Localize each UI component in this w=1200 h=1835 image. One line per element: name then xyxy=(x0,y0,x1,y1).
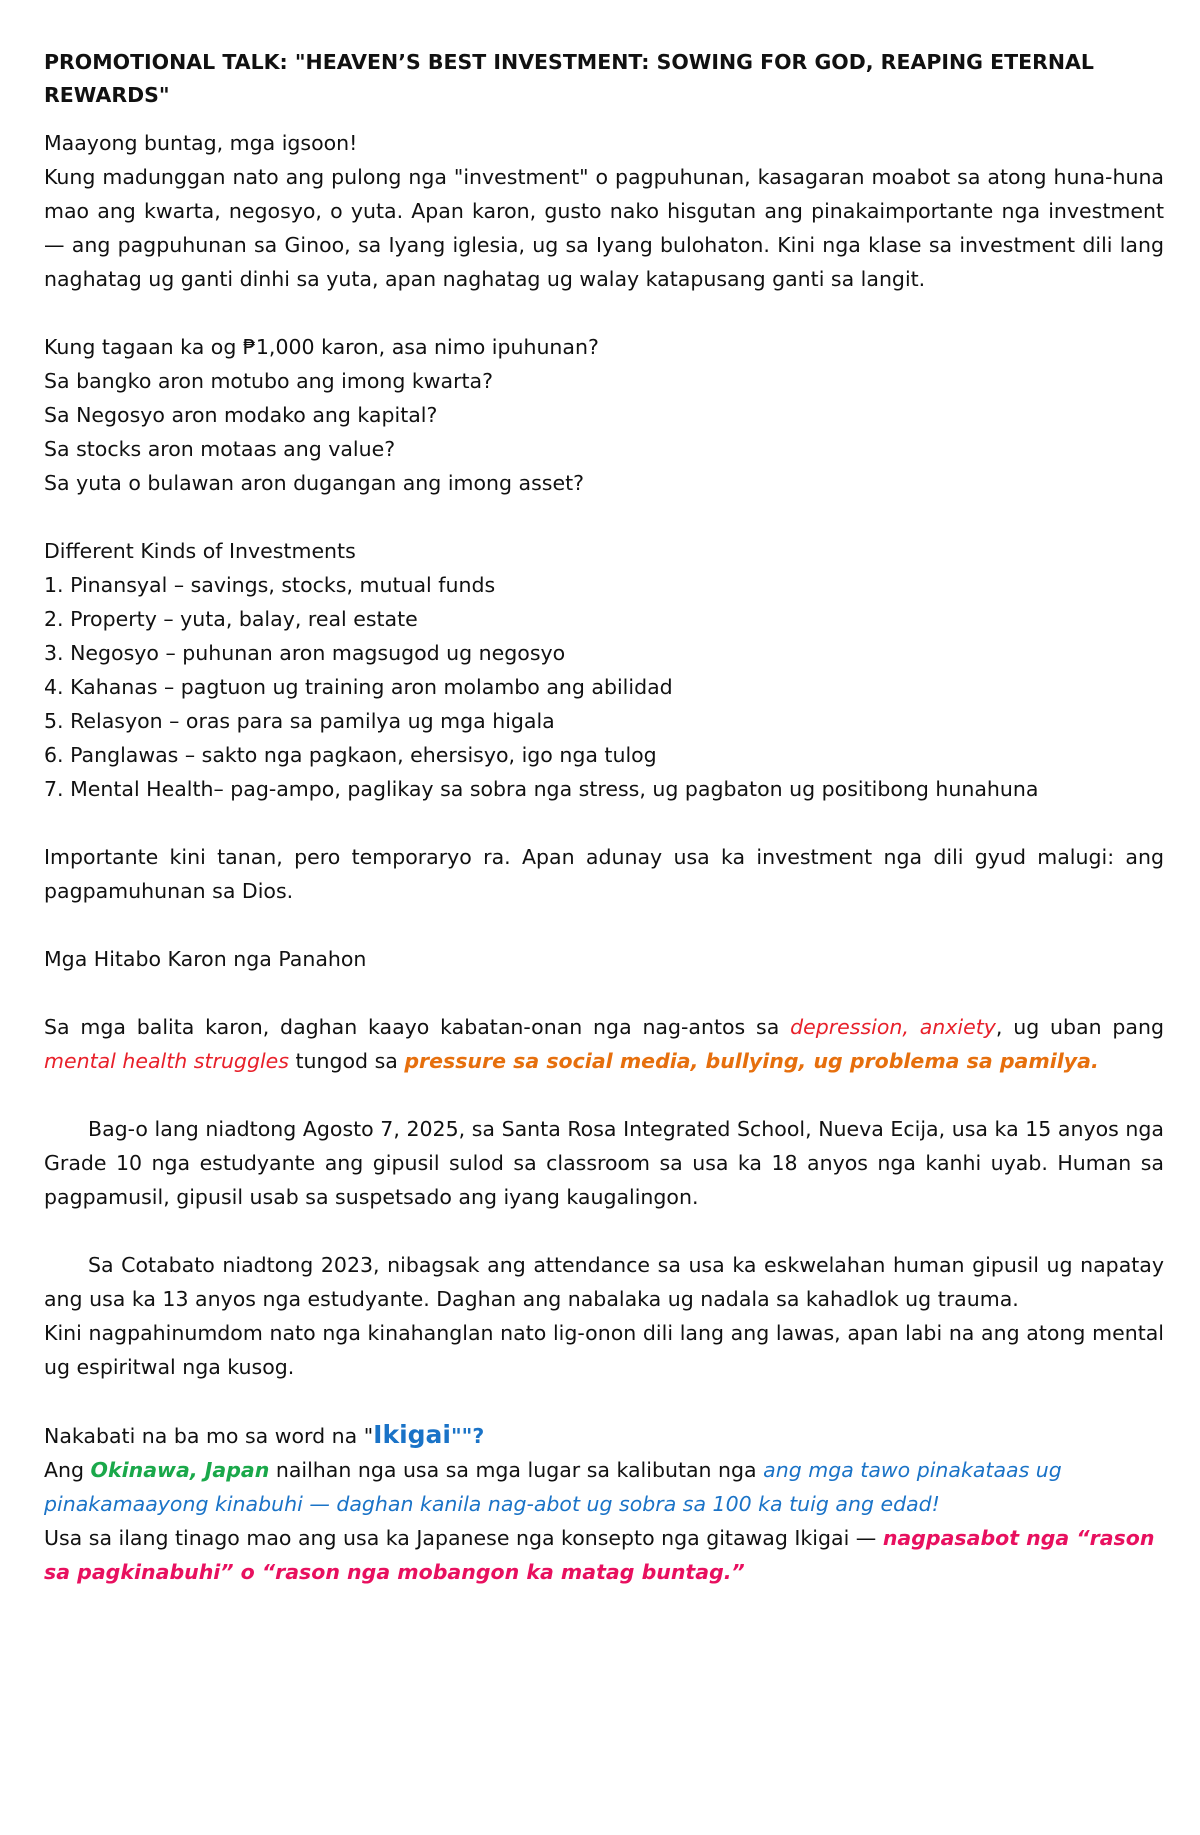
ikigai-question xyxy=(44,1418,1164,1453)
important-paragraph: Importante kini tanan, pero temporaryo ra. Apan adunay usa ka investment nga dili gyud malugi: ang pagpamuhunan sa Dios. xyxy=(44,845,1164,903)
spacer xyxy=(44,1214,1164,1248)
okinawa-text: nailhan nga usa sa mga lugar sa kalibutan nga xyxy=(269,1458,764,1482)
kinds-heading: Different Kinds of Investments xyxy=(44,539,356,563)
intro-paragraph: Kung madunggan nato ang pulong nga "investment" o pagpuhunan, kasagaran moabot sa atong huna-huna mao ang kwarta, negosyo, o yuta. Apan karon, gusto nako hisgutan ang pinakaimportante nga investment — ang pagpuhunan sa Ginoo, sa Iyang iglesia, ug sa Iyang bulohaton. Kini nga klase sa investment dili lang naghatag ug ganti dinhi sa yuta, apan naghatag ug walay katapusang ganti sa langit. xyxy=(44,165,1164,291)
kinds-list-item: 4. Kahanas – pagtuon ug training aron molambo ang abilidad xyxy=(44,675,673,699)
ikigai-meaning-paragraph xyxy=(44,1521,1164,1589)
okinawa-text: Ang xyxy=(44,1458,91,1482)
ikigai-question-text: Nakabati na ba mo sa word na " xyxy=(44,1424,374,1448)
spacer xyxy=(44,296,1164,330)
highlight-ikigai-meaning: nagpasabot nga “rason sa pagkinabuhi” o “rason nga mobangon ka matag buntag.” xyxy=(44,1526,1155,1584)
highlight-mental-health: mental health struggles xyxy=(44,1049,289,1073)
news-paragraph xyxy=(44,1010,1164,1078)
page-title: PROMOTIONAL TALK: "HEAVEN’S BEST INVESTMENT: SOWING FOR GOD, REAPING ETERNAL REWARDS" xyxy=(44,50,1094,107)
question-line: Sa Negosyo aron modako ang kapital? xyxy=(44,403,438,427)
spacer xyxy=(44,976,1164,1010)
kinds-list-item: 7. Mental Health– pag-ampo, paglikay sa sobra nga stress, ug pagbaton ug positibong hunahuna xyxy=(44,777,1039,801)
ikigai-word: Ikigai xyxy=(373,1420,451,1449)
question-line: Sa bangko aron motubo ang imong kwarta? xyxy=(44,369,493,393)
spacer xyxy=(44,1384,1164,1418)
spacer xyxy=(44,500,1164,534)
greeting: Maayong buntag, mga igsoon! xyxy=(44,131,358,155)
highlight-depression-anxiety: depression, anxiety xyxy=(790,1015,996,1039)
ikigai-question-end: ""? xyxy=(451,1424,485,1448)
kinds-list-item: 5. Relasyon – oras para sa pamilya ug mga higala xyxy=(44,709,555,733)
kinds-list-item: 2. Property – yuta, balay, real estate xyxy=(44,607,418,631)
question-line: Sa stocks aron motaas ang value? xyxy=(44,437,396,461)
kinds-list-item: 3. Negosyo – puhunan aron magsugod ug negosyo xyxy=(44,641,566,665)
question-line: Kung tagaan ka og ₱1,000 karon, asa nimo ipuhunan? xyxy=(44,335,599,359)
spacer xyxy=(44,1078,1164,1112)
kinds-list-item: 6. Panglawas – sakto nga pagkaon, ehersisyo, igo nga tulog xyxy=(44,743,657,767)
spacer xyxy=(44,908,1164,942)
highlight-longevity: ang mga tawo pinakataas ug pinakamaayong kinabuhi — daghan kanila nag-abot ug sobra sa 100 ka tuig ang edad! xyxy=(44,1458,1062,1516)
spacer xyxy=(44,806,1164,840)
news-text: Sa mga balita karon, daghan kaayo kabatan-onan nga nag-antos sa xyxy=(44,1015,791,1039)
events-heading: Mga Hitabo Karon nga Panahon xyxy=(44,947,367,971)
reminder-paragraph: Kini nagpahinumdom nato nga kinahanglan nato lig-onon dili lang ang lawas, apan labi na ang atong mental ug espiritwal nga kusog. xyxy=(44,1321,1164,1379)
news-text: tungod sa xyxy=(288,1049,405,1073)
story-paragraph-1: Bag-o lang niadtong Agosto 7, 2025, sa Santa Rosa Integrated School, Nueva Ecija, usa ka 15 anyos nga Grade 10 nga estudyante ang gipusil sulod sa classroom sa usa ka 18 anyos nga kanhi uyab. Human sa pagpamusil, gipusil usab sa suspetsado ang iyang kaugalingon. xyxy=(44,1117,1164,1209)
news-text: , ug uban pang xyxy=(995,1015,1165,1039)
highlight-okinawa: Okinawa, Japan xyxy=(90,1458,270,1482)
kinds-list-item: 1. Pinansyal – savings, stocks, mutual funds xyxy=(44,573,496,597)
okinawa-paragraph xyxy=(44,1453,1164,1521)
ikigai-meaning-text: Usa sa ilang tinago mao ang usa ka Japanese nga konsepto nga gitawag Ikigai — xyxy=(44,1526,883,1550)
highlight-pressure: pressure sa social media, bullying, ug problema sa pamilya. xyxy=(404,1049,1099,1073)
story-paragraph-2: Sa Cotabato niadtong 2023, nibagsak ang attendance sa usa ka eskwelahan human gipusil ug napatay ang usa ka 13 anyos nga estudyante. Daghan ang nabalaka ug nadala sa kahadlok ug trauma. xyxy=(44,1253,1164,1311)
question-line: Sa yuta o bulawan aron dugangan ang imong asset? xyxy=(44,471,585,495)
